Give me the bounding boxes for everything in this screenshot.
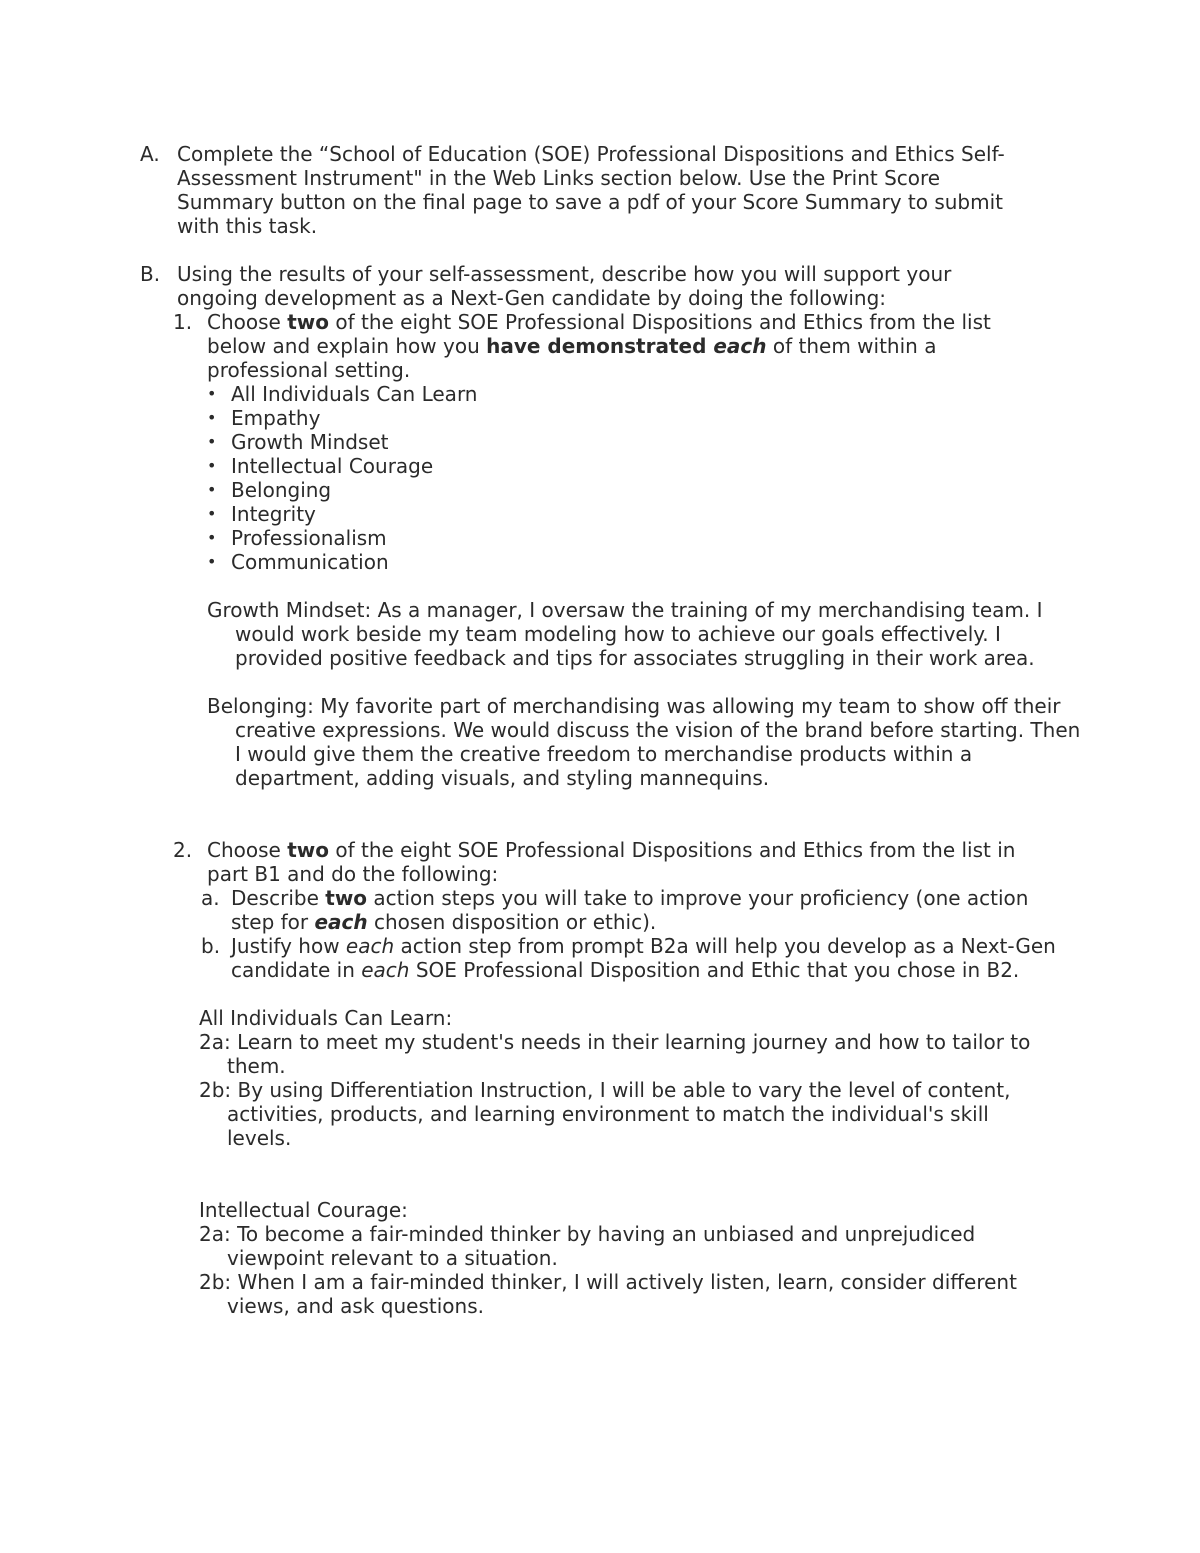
dispositions-list [207,382,1037,574]
list-item [207,502,1037,526]
list-item-label: Intellectual Courage [231,454,434,478]
part-b2-sublist [201,886,1056,982]
bullet-icon: • [207,408,217,427]
prompt-bold-italic: each [713,334,767,358]
part-b2-number: 2. [173,838,193,862]
prompt-text: action steps you will take to improve your proficiency (one action step for [231,886,1029,934]
answer-2a: 2a: Learn to meet my student's needs in their learning journey and how to tailor to them. [199,1030,1031,1078]
prompt-text: of them within a professional setting. [207,334,937,382]
list-item-label: Communication [231,550,389,574]
part-b1 [173,310,1081,790]
section-a-marker: A. [140,142,160,166]
list-item-label: Integrity [231,502,316,526]
list-item [207,406,1037,430]
bullet-icon: • [207,384,217,403]
list-item [207,526,1037,550]
answer-all-individuals [199,1006,1059,1150]
section-a-text: Complete the “School of Education (SOE) Professional Dispositions and Ethics Self-Assessment Instrument" in the Web Links section below. Use the Print Score Summary button on the final page to save a pdf of your Score Summary to submit with this task. [177,142,1005,238]
prompt-italic: each [361,958,410,982]
section-b-marker: B. [140,262,161,286]
answer-belonging: Belonging: My favorite part of merchandising was allowing my team to show off their creative expressions. We would discuss the vision of the brand before starting. Then I would give them the creative freedom to merchandise products within a department, adding visuals, and styling mannequins. [207,694,1081,790]
prompt-text: of the eight SOE Professional Dispositions and Ethics from the list in part B1 and do the following: [207,838,1016,886]
answer-intellectual-courage [199,1198,1059,1318]
prompt-bold: two [325,886,368,910]
part-b2-prompt [207,838,1047,886]
list-item-label: Empathy [231,406,321,430]
bullet-icon: • [207,552,217,571]
list-item [207,478,1037,502]
prompt-bold: two [287,310,329,334]
list-item-2b [201,934,1057,982]
letter-marker: b. [201,934,221,958]
list-item [207,382,1037,406]
bullet-icon: • [207,528,217,547]
prompt-text: Choose [207,838,288,862]
prompt-text: of the eight SOE Professional Dispositions and Ethics from the list below and explain how you [207,310,991,358]
prompt-text: SOE Professional Disposition and Ethic that you chose in B2. [409,958,1020,982]
list-item-label: Growth Mindset [231,430,389,454]
list-item [207,430,1037,454]
bullet-icon: • [207,456,217,475]
part-b1-prompt [207,310,1027,382]
part-b2 [173,838,1056,1318]
prompt-bold: have demonstrated [486,334,714,358]
answer-title: Intellectual Courage: [199,1198,408,1222]
letter-marker: a. [201,886,220,910]
bullet-icon: • [207,480,217,499]
section-b-intro: Using the results of your self-assessment, describe how you will support your ongoing development as a Next-Gen candidate by doing the following: [177,262,952,310]
prompt-bold: two [287,838,329,862]
prompt-text: action step from prompt B2a will help you develop as a Next-Gen candidate in [231,934,1056,982]
section-a [0,142,1037,238]
prompt-text: Choose [207,310,288,334]
list-item-label: Professionalism [231,526,387,550]
section-b [0,262,1081,1318]
answer-2a: 2a: To become a fair-minded thinker by having an unbiased and unprejudiced viewpoint relevant to a situation. [199,1222,976,1270]
list-item-2a [201,886,1057,934]
bullet-icon: • [207,432,217,451]
prompt-text: chosen disposition or ethic). [367,910,657,934]
list-item-label: Belonging [231,478,332,502]
list-item [207,454,1037,478]
document-page [0,142,1200,1318]
answer-2b: 2b: When I am a fair-minded thinker, I will actively listen, learn, consider different views, and ask questions. [199,1270,1017,1318]
bullet-icon: • [207,504,217,523]
answer-2b: 2b: By using Differentiation Instruction, I will be able to vary the level of content, activities, products, and learning environment to match the individual's skill levels. [199,1078,1011,1150]
list-item-label: All Individuals Can Learn [231,382,478,406]
part-b1-number: 1. [173,310,193,334]
answer-growth-mindset: Growth Mindset: As a manager, I oversaw the training of my merchandising team. I would work beside my team modeling how to achieve our goals effectively. I provided positive feedback and tips for associates struggling in their work area. [207,598,1043,670]
prompt-bold-italic: each [314,910,368,934]
answer-title: All Individuals Can Learn: [199,1006,453,1030]
prompt-text: Justify how [231,934,346,958]
prompt-italic: each [345,934,395,958]
prompt-text: Describe [231,886,326,910]
list-item [207,550,1037,574]
